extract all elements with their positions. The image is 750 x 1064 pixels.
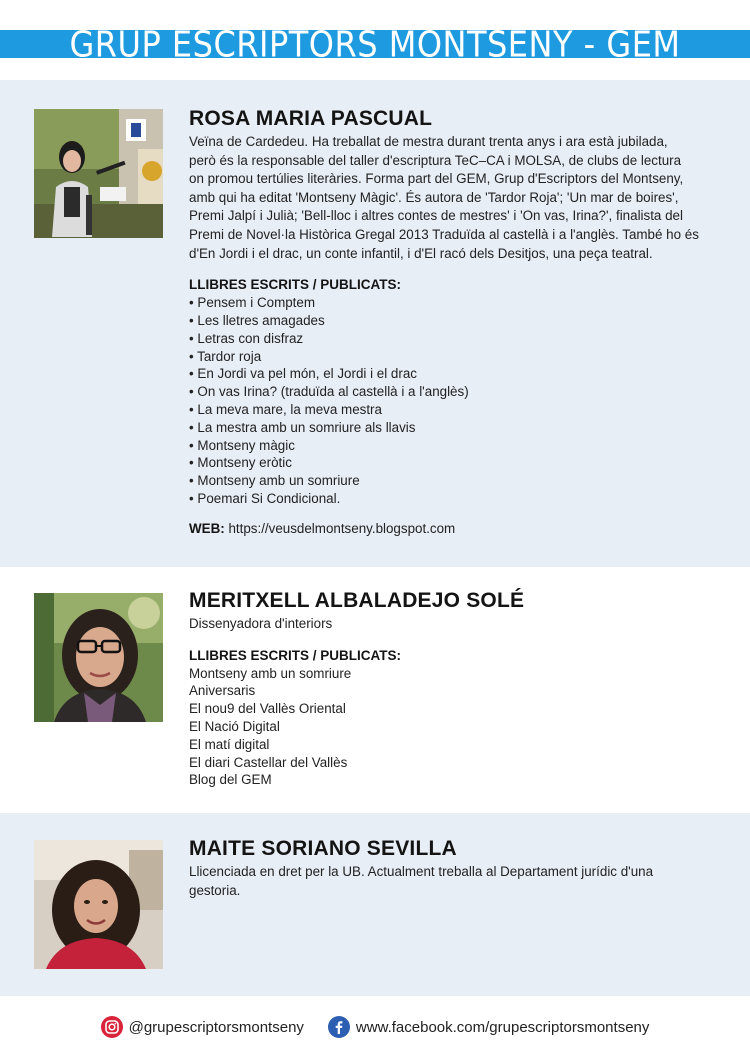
list-item: • On vas Irina? (traduïda al castellà i a l'anglès) xyxy=(189,384,469,400)
header-band xyxy=(0,30,750,58)
instagram-handle: @grupescriptorsmontseny xyxy=(128,1018,304,1036)
web-label: WEB: xyxy=(189,520,225,536)
facebook-link[interactable] xyxy=(328,1016,649,1038)
bio-line: Veïna de Cardedeu. Ha treballat de mestra durant trenta anys i ara està jubilada, xyxy=(189,134,668,149)
list-item: Montseny amb un somriure xyxy=(189,665,352,681)
instagram-icon xyxy=(101,1016,123,1038)
list-item: El matí digital xyxy=(189,736,270,752)
author-content-meritxell xyxy=(189,589,709,789)
list-item: • Montseny eròtic xyxy=(189,455,292,471)
list-item: El nou9 del Vallès Oriental xyxy=(189,701,346,717)
list-item: El diari Castellar del Vallès xyxy=(189,754,348,770)
books-heading: LLIBRES ESCRITS / PUBLICATS: xyxy=(189,647,402,663)
bio-line: però és la responsable del taller d'escriptura TeC–CA i MOLSA, de clubs de lectura xyxy=(189,152,682,168)
author-name: MAITE SORIANO SEVILLA xyxy=(189,837,457,860)
bio-line: d'En Jordi i el drac, un conte infantil, i d'El racó dels Desitjos, una peça teatral. xyxy=(189,245,653,261)
books-heading: LLIBRES ESCRITS / PUBLICATS: xyxy=(189,277,402,293)
author-photo-maite xyxy=(34,840,163,969)
list-item: • Poemari Si Condicional. xyxy=(189,490,341,506)
list-item: El Nació Digital xyxy=(189,718,280,734)
author-content-maite xyxy=(189,837,709,900)
list-item: • La mestra amb un somriure als llavis xyxy=(189,419,416,435)
author-bio xyxy=(189,133,709,263)
instagram-link[interactable] xyxy=(101,1016,304,1038)
website xyxy=(189,520,709,538)
list-item: • Letras con disfraz xyxy=(189,330,304,346)
list-item: • Tardor roja xyxy=(189,348,262,364)
list-item: • En Jordi va pel món, el Jordi i el drac xyxy=(189,366,417,382)
author-name: MERITXELL ALBALADEJO SOLÉ xyxy=(189,589,525,612)
author-photo-rosa xyxy=(34,109,163,238)
facebook-url: www.facebook.com/grupescriptorsmontseny xyxy=(355,1018,650,1036)
facebook-icon xyxy=(328,1016,350,1038)
list-item: • Montseny amb un somriure xyxy=(189,473,360,489)
bio-line: Llicenciada en dret per la UB. Actualment treballa al Departament jurídic d'una xyxy=(189,864,654,879)
author-bio xyxy=(189,863,709,900)
bio-line: gestoria. xyxy=(189,882,241,898)
author-section-maite xyxy=(0,813,750,996)
books-list xyxy=(189,665,709,790)
bio-line: on promou tertúlies literàries. Forma part del GEM, Grup d'Escriptors del Montseny, xyxy=(189,171,684,187)
list-item: Blog del GEM xyxy=(189,772,272,788)
list-item: • Pensem i Comptem xyxy=(189,295,315,311)
author-photo-meritxell xyxy=(34,593,163,722)
books-list xyxy=(189,294,709,508)
author-name: ROSA MARIA PASCUAL xyxy=(189,107,433,130)
author-section-meritxell xyxy=(0,567,750,813)
list-item: Aniversaris xyxy=(189,683,256,699)
list-item: • Les lletres amagades xyxy=(189,312,325,328)
bio-line: Premi Jalpí i Julià; 'Bell-lloc i altres contes de mestres' i 'On vas, Irina?', finalista del xyxy=(189,208,683,224)
list-item: • La meva mare, la meva mestra xyxy=(189,401,382,417)
web-link[interactable]: https://veusdelmontseny.blogspot.com xyxy=(228,520,456,536)
bio-line: amb qui ha editat 'Montseny Màgic'. És autora de 'Tardor Roja'; 'Un mar de boires', xyxy=(189,189,679,205)
list-item: • Montseny màgic xyxy=(189,437,295,453)
footer xyxy=(0,1012,750,1042)
author-section-rosa xyxy=(0,80,750,567)
bio-line: Premi de Novel·la Històrica Gregal 2013 Traduïda al castellà i a l'anglès. També ho és xyxy=(189,226,699,242)
page-title: GRUP ESCRIPTORS MONTSENY - GEM xyxy=(69,30,681,58)
author-content-rosa xyxy=(189,107,709,538)
author-bio: Dissenyadora d'interiors xyxy=(189,616,333,631)
